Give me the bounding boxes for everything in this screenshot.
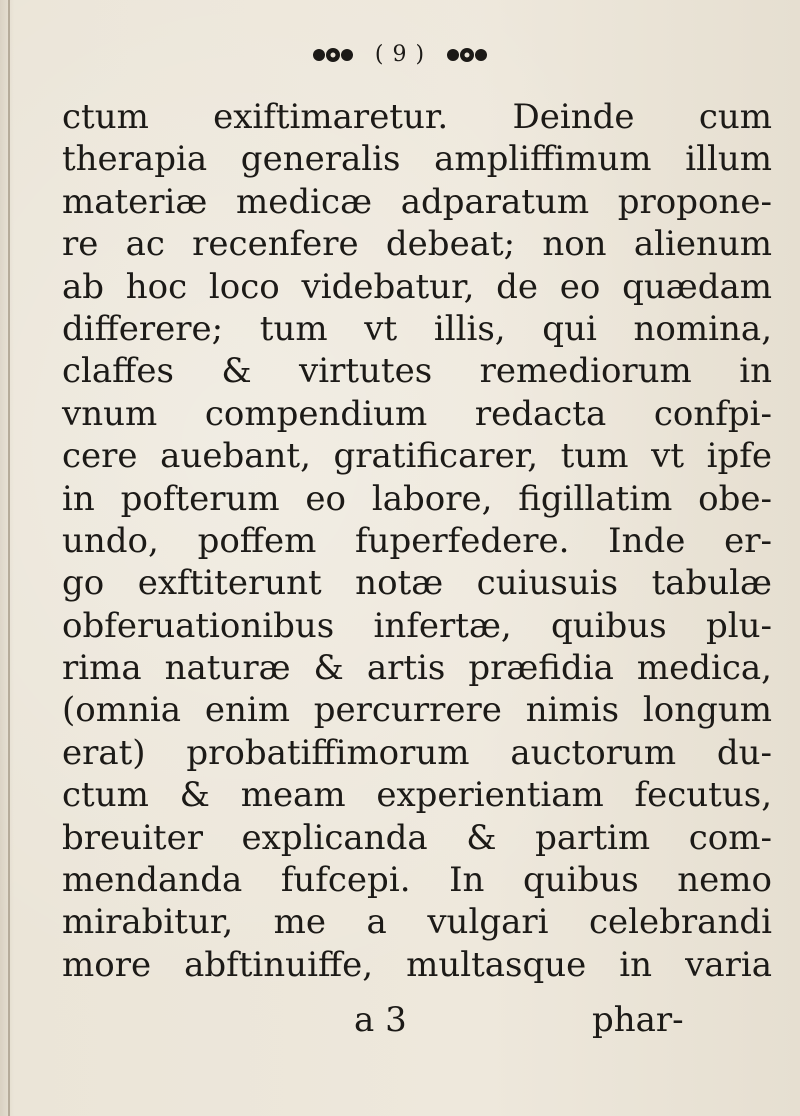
text-line: mirabitur, me a vulgari celebrandi [62,902,772,943]
page-footer [0,1000,800,1044]
text-line: therapia generalis ampliffimum illum [62,139,772,180]
page-header [0,42,800,67]
text-line: mendanda fufcepi. In quibus nemo [62,860,772,901]
text-line: erat) probatiffimorum auctorum du- [62,732,772,773]
page-edge [8,0,10,1116]
catchword: phar- [592,1000,684,1040]
text-line: undo, poffem fuperfedere. Inde er- [62,520,772,561]
signature-mark: a 3 [354,1000,407,1040]
text-line: more abftinuiffe, multasque in varia [62,944,772,985]
body-text [62,96,772,986]
text-line: materiæ medicæ adparatum propone- [62,181,772,222]
text-line: obferuationibus infertæ, quibus plu- [62,605,772,646]
left-ornament-icon [311,44,355,66]
text-line: re ac recenfere debeat; non alienum [62,224,772,265]
text-line: ab hoc loco videbatur, de eo quædam [62,266,772,307]
text-line: ctum & meam experientiam fecutus, [62,775,772,816]
text-line: vnum compendium redacta confpi- [62,393,772,434]
text-line: claffes & virtutes remediorum in [62,351,772,392]
text-line: ctum exiftimaretur. Deinde cum [62,97,772,137]
text-line: in pofterum eo labore, figillatim obe- [62,478,772,519]
text-line: go exftiterunt notæ cuiusuis tabulæ [62,563,772,604]
right-ornament-icon [445,44,489,66]
text-line: cere auebant, gratificarer, tum vt ipfe [62,436,772,477]
page-number: ( 9 ) [374,42,426,67]
text-line: rima naturæ & artis præfidia medica, [62,648,772,689]
text-line: (omnia enim percurrere nimis longum [62,690,772,731]
text-line: differere; tum vt illis, qui nomina, [62,308,772,349]
text-line: breuiter explicanda & partim com- [62,817,772,858]
